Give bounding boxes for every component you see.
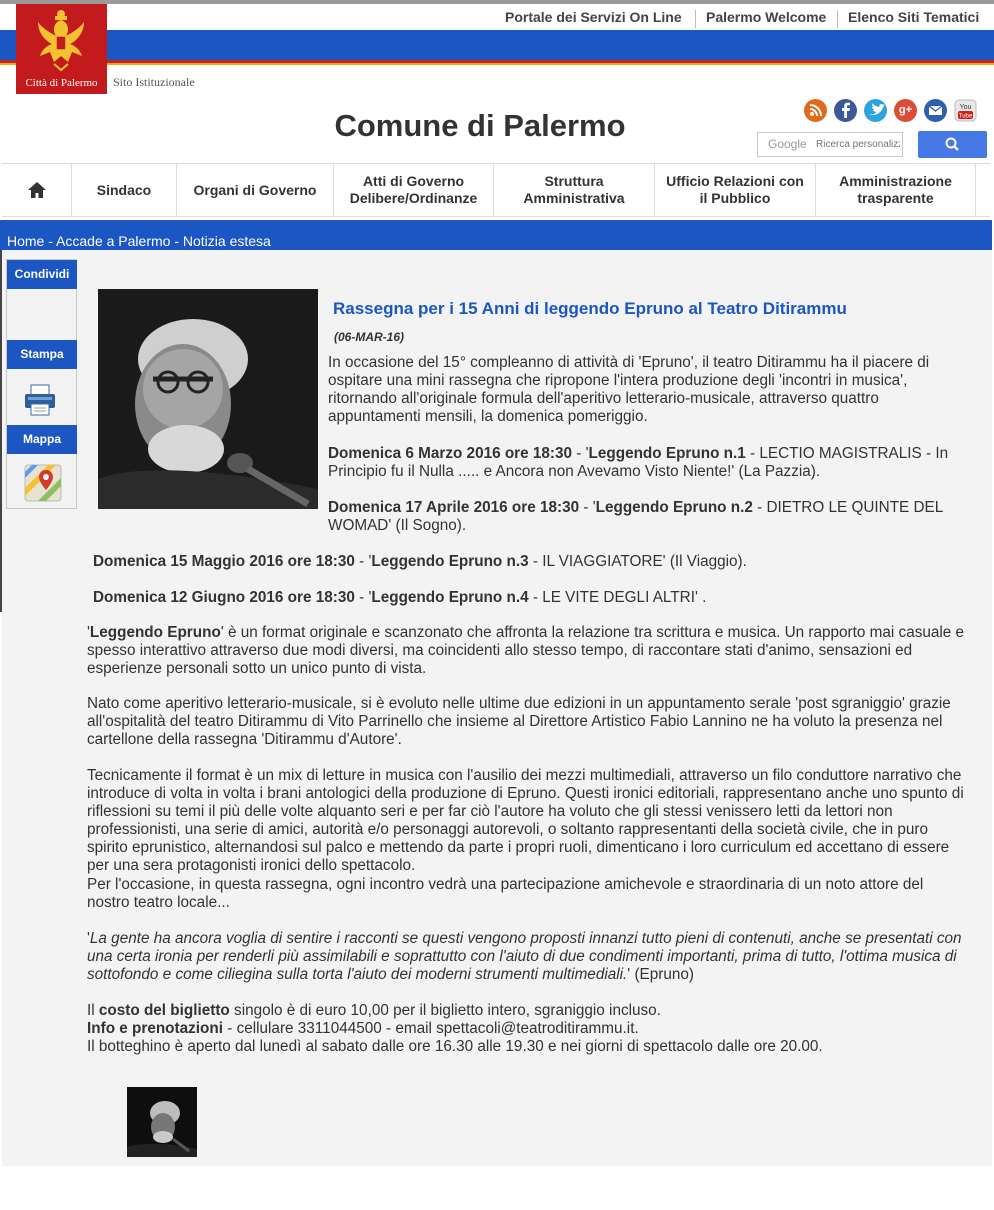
article-photo [98, 289, 318, 509]
twitter-icon[interactable] [864, 99, 887, 122]
event-1: Domenica 6 Marzo 2016 ore 18:30 - 'Leggendo Epruno n.1 - LECTIO MAGISTRALIS - In Principio fu il Nulla ..... e Ancora non Avevamo Visto Niente!' (La Pazzia). [328, 445, 949, 480]
event-2-show: Leggendo Epruno n.2 [595, 499, 753, 516]
site-subtitle: Sito Istituzionale [113, 75, 195, 89]
search-input[interactable] [816, 135, 900, 154]
site-title[interactable]: Comune di Palermo [334, 108, 626, 143]
email-icon[interactable] [924, 99, 947, 122]
price-line [87, 1002, 967, 1020]
quote-paragraph: 'La gente ha ancora voglia di sentire i racconti se questi vengono proposti innanzi tutto pieni di contenuti, anche se presentati con una certa ironia per renderli più assimilabili e soprattutto con l'aiuto di due condimenti importanti, prima di tutto, l'ottima musica di sottofondo e come ciliegina sulla torta l'aiuto dei moderni strumenti multimediali.' (Epruno) [87, 930, 962, 983]
top-link-servizi-online[interactable]: Portale dei Servizi On Line [505, 9, 682, 25]
article-thumbnail[interactable] [127, 1087, 197, 1157]
rss-icon[interactable] [804, 99, 827, 122]
left-border [0, 250, 2, 612]
print-header: Stampa [7, 340, 77, 369]
event-2: Domenica 17 Aprile 2016 ore 18:30 - 'Leggendo Epruno n.2 - DIETRO LE QUINTE DEL WOMAD' (Il Sogno). [328, 499, 943, 534]
event-4-date: Domenica 12 Giugno 2016 ore 18:30 [93, 589, 355, 606]
event-3-show: Leggendo Epruno n.3 [371, 553, 529, 570]
event-3-desc: IL VIAGGIATORE' (Il Viaggio). [542, 553, 747, 570]
paragraph-3: Tecnicamente il format è un mix di letture in musica con l'ausilio dei mezzi multimediali, attraverso un filo conduttore narrativo che introduce di volta in volta i brani antologici della produzione di Epruno. Questi ironici editoriali, rappresentano anche uno spunto di riflessioni su temi il più delle volte alquanto seri e per far ciò l'autore ha voluto che gli stessi venissero letti da lettori non professionisti, una serie di amici, autorità e/o personaggi autorevoli, o soltanto rappresentanti della società civile, che in puro spirito eprunistico, alternandosi sul palco e mettendo da parte i propri ruoli, dimenticano i loro curriculum ed accettano di essere per una sera protagonisti ironici dello spettacolo. [87, 767, 964, 874]
youtube-icon[interactable] [954, 99, 977, 122]
breadcrumb-home[interactable]: Home [7, 233, 45, 249]
event-1-date: Domenica 6 Marzo 2016 ore 18:30 [328, 445, 573, 462]
breadcrumb-current: Notizia estesa [182, 233, 271, 249]
event-4: Domenica 12 Giugno 2016 ore 18:30 - 'Leggendo Epruno n.4 - LE VITE DEGLI ALTRI' . [93, 589, 707, 606]
facebook-icon[interactable] [834, 99, 857, 122]
google-search-brand: Google [768, 137, 807, 151]
search-box [757, 132, 903, 157]
printer-icon[interactable] [22, 382, 58, 418]
info-text[interactable]: - cellulare 3311044500 - email spettacoli@teatroditirammu.it. [227, 1020, 639, 1037]
nav-struttura-amministrativa[interactable]: Struttura Amministrativa [494, 164, 655, 216]
nav-organi-di-governo[interactable]: Organi di Governo [177, 164, 334, 216]
nav-urp[interactable]: Ufficio Relazioni con il Pubblico [655, 164, 816, 216]
paragraph-4: Per l'occasione, in questa rassegna, ogni incontro vedrà una partecipazione amichevole e straordinaria di un noto attore del nostro teatro locale... [87, 876, 924, 911]
nav-atti-di-governo[interactable]: Atti di Governo Delibere/Ordinanze [334, 164, 494, 216]
logo-caption: Città di Palermo [25, 77, 98, 89]
google-maps-icon[interactable] [24, 464, 62, 502]
format-text: è un format originale e scanzonato che affronta la relazione tra scrittura e musica. Un rapporto mai casuale e spesso interattivo attraverso due modi diversi, ma coincidenti allo stesso tempo, di raccontare stati d'animo, sensazioni ed esperienze personali sotto un unico punto di vista. [87, 624, 965, 677]
article-intro: In occasione del 15° compleanno di attività di 'Epruno', il teatro Ditirammu ha il piacere di ospitare una mini rassegna che ripropone l'intera produzione degli 'incontri in musica', ritornando all'originale formula dell'aperitivo letterario-musicale, attraverso quattro appuntamenti mensili, la domenica pomeriggio. [328, 354, 930, 425]
city-logo[interactable] [16, 4, 107, 94]
eagle-crest-icon [16, 6, 107, 76]
box-office-line: Il botteghino è aperto dal lunedì al sabato dalle ore 16.30 alle 19.30 e nei giorni di spettacolo dalle ore 20.00. [87, 1038, 823, 1055]
quote-text: La gente ha ancora voglia di sentire i racconti se questi vengono proposti innanzi tutto pieni di contenuti, anche se presentati con una certa ironia per renderli più assimilabili e soprattutto con l'aiuto di due condimenti importanti, prima di tutto, l'ottima musica di sottofondo e come ciliegina sulla torta l'aiuto dei moderni strumenti multimediali. [87, 930, 962, 983]
home-icon [26, 180, 48, 200]
header-blue-band [0, 30, 994, 60]
event-2-desc: DIETRO LE QUINTE DEL WOMAD' (Il Sogno). [328, 499, 943, 534]
info-label: Info e prenotazioni [87, 1020, 223, 1037]
event-4-show: Leggendo Epruno n.4 [371, 589, 529, 606]
google-plus-icon[interactable]: g+ [894, 99, 917, 122]
header-yellow-stripe [0, 63, 994, 65]
search-icon [918, 131, 987, 158]
share-header: Condividi [7, 260, 77, 289]
svg-text:You: You [959, 104, 972, 111]
event-2-date: Domenica 17 Aprile 2016 ore 18:30 [328, 499, 580, 516]
price-text: singolo è di euro 10,00 per il biglietto intero, sgraniggio incluso. [234, 1002, 661, 1019]
price-label: costo del biglietto [98, 1002, 230, 1019]
top-link-siti-tematici[interactable]: Elenco Siti Tematici [848, 9, 980, 25]
map-header: Mappa [7, 425, 77, 454]
article-title: Rassegna per i 15 Anni di leggendo Epruno al Teatro Ditirammu [333, 299, 847, 318]
paragraph-2: Nato come aperitivo letterario-musicale, si è evoluto nelle ultime due edizioni in un appuntamento serale 'post sgraniggio' grazie all'ospitalità del teatro Ditirammu di Vito Parrinello che insieme al Direttore Artistico Fabio Lannino ne ha voluto la presenza nel cartellone della rassegna 'Ditirammu d'Autore'. [87, 695, 951, 748]
event-1-desc: LECTIO MAGISTRALIS - In Principio fu il Nulla ..... e Ancora non Avevamo Visto Niente!' (La Pazzia). [328, 445, 949, 480]
event-3: Domenica 15 Maggio 2016 ore 18:30 - 'Leggendo Epruno n.3 - IL VIAGGIATORE' (Il Viaggio). [93, 553, 747, 570]
event-3-date: Domenica 15 Maggio 2016 ore 18:30 [93, 553, 355, 570]
format-paragraph: 'Leggendo Epruno' è un format originale e scanzonato che affronta la relazione tra scrittura e musica. Un rapporto mai casuale e spesso interattivo attraverso due modi diversi, ma coincidenti allo stesso tempo, di raccontare stati d'animo, sensazioni ed esperienze personali sotto un unico punto di vista. [87, 624, 965, 677]
nav-amministrazione-trasparente[interactable]: Amministrazione trasparente [816, 164, 976, 216]
quote-author: (Epruno) [634, 966, 694, 983]
breadcrumb: Home - Accade a Palermo - Notizia estesa [7, 233, 271, 249]
main-nav [2, 163, 990, 217]
top-links-bar [0, 4, 994, 30]
svg-text:Tube: Tube [958, 113, 973, 120]
format-name: Leggendo Epruno [89, 624, 221, 641]
search-button[interactable] [918, 131, 987, 158]
nav-sindaco[interactable]: Sindaco [72, 164, 177, 216]
nav-home[interactable] [2, 164, 72, 216]
event-1-show: Leggendo Epruno n.1 [588, 445, 746, 462]
breadcrumb-accade[interactable]: Accade a Palermo [56, 233, 171, 249]
event-4-desc: LE VITE DEGLI ALTRI' . [542, 589, 707, 606]
top-link-palermo-welcome[interactable]: Palermo Welcome [706, 9, 827, 25]
tickets-info [87, 1002, 967, 1056]
info-line [87, 1020, 967, 1038]
article-date: (06-MAR-16) [334, 330, 405, 344]
price-prefix: Il [87, 1002, 95, 1019]
